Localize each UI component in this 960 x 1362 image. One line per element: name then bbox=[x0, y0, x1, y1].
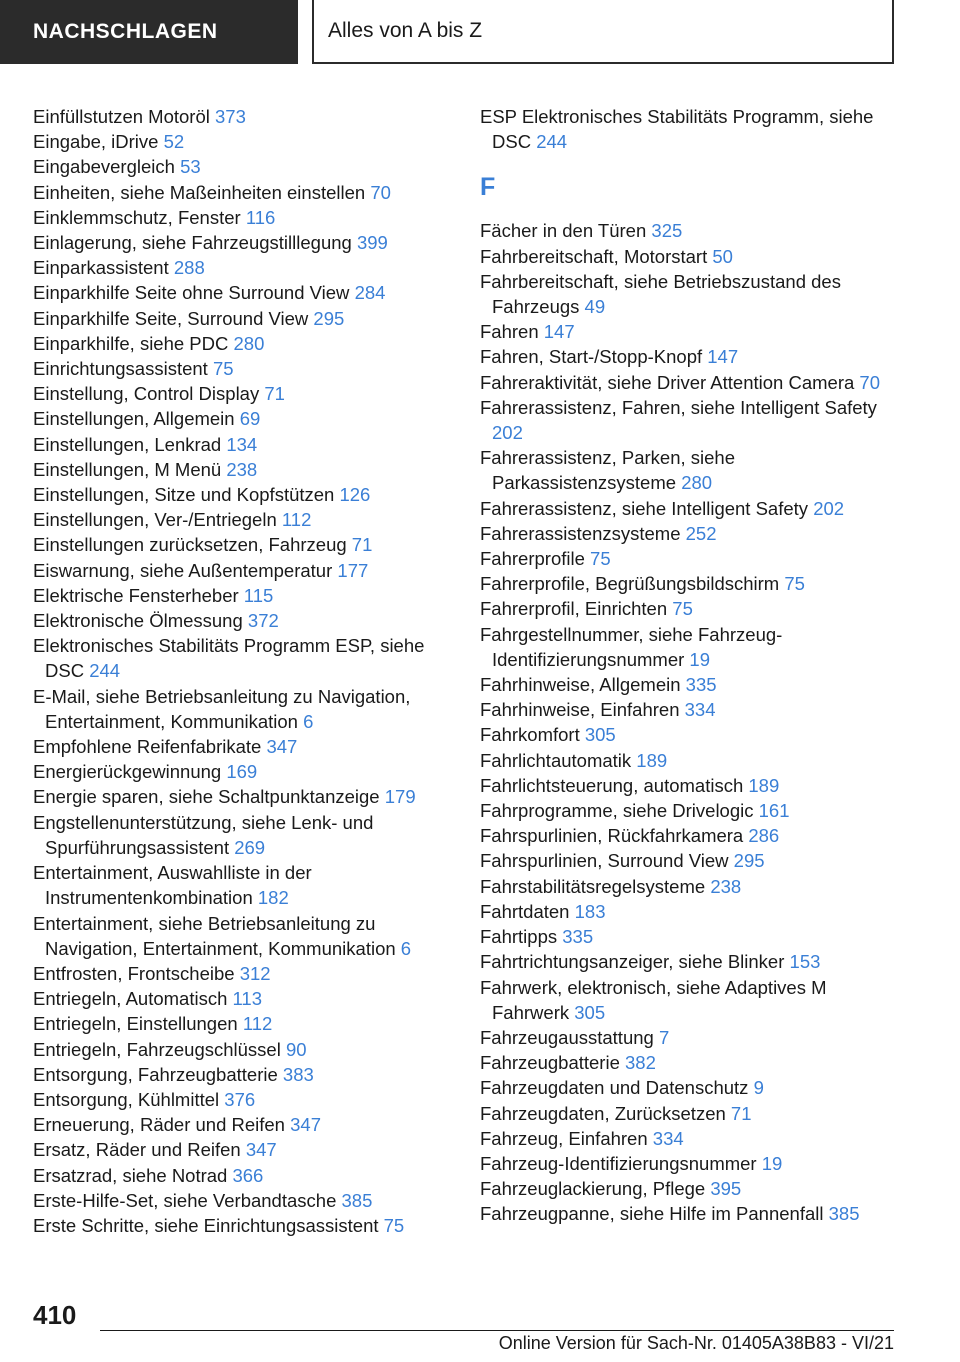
index-entry bbox=[33, 230, 453, 255]
index-entry bbox=[480, 773, 900, 798]
entry-page-link[interactable]: 376 bbox=[224, 1088, 256, 1110]
index-entry bbox=[480, 521, 900, 546]
index-entry bbox=[480, 975, 900, 1025]
entry-page-link[interactable]: 182 bbox=[257, 887, 289, 909]
entry-text: Einklemmschutz, Fenster bbox=[33, 206, 241, 228]
index-entry bbox=[480, 546, 900, 571]
entry-text: Fahrtipps bbox=[480, 926, 558, 948]
entry-text: Fahrerassistenz, Parken, siehe Parkassistenzsysteme bbox=[480, 447, 736, 494]
entry-page-link[interactable]: 347 bbox=[266, 736, 298, 758]
entry-page-link[interactable]: 19 bbox=[761, 1152, 783, 1174]
entry-text: Fahrzeug-Identifizierungsnummer bbox=[480, 1152, 757, 1174]
entry-text: Entriegeln, Einstellungen bbox=[33, 1013, 238, 1035]
entry-text: Einstellungen zurücksetzen, Fahrzeug bbox=[33, 534, 347, 556]
index-entry bbox=[33, 255, 453, 280]
index-entry bbox=[480, 1176, 900, 1201]
entry-text: Fahrzeugausstattung bbox=[480, 1026, 654, 1048]
entry-text: Entriegeln, Fahrzeugschlüssel bbox=[33, 1038, 281, 1060]
index-entry bbox=[33, 381, 453, 406]
entry-page-link[interactable]: 70 bbox=[370, 181, 391, 203]
index-entry bbox=[480, 571, 900, 596]
entry-page-link[interactable]: 325 bbox=[651, 220, 683, 242]
index-entry bbox=[480, 823, 900, 848]
entry-page-link[interactable]: 238 bbox=[226, 458, 258, 480]
entry-text: Eingabevergleich bbox=[33, 156, 175, 178]
index-entry bbox=[480, 622, 900, 672]
entry-text: Einlagerung, siehe Fahrzeugstilllegung bbox=[33, 232, 352, 254]
entry-text: Fahrgestellnummer, siehe Fahrzeug-Identifizierungsnummer bbox=[480, 623, 783, 670]
entry-text: Fahrspurlinien, Rückfahrkamera bbox=[480, 825, 744, 847]
entry-page-link[interactable]: 335 bbox=[685, 674, 717, 696]
index-entry bbox=[480, 924, 900, 949]
index-entry bbox=[480, 672, 900, 697]
entry-page-link[interactable]: 189 bbox=[748, 774, 780, 796]
entry-page-link[interactable]: 134 bbox=[226, 433, 258, 455]
entry-page-link[interactable]: 70 bbox=[859, 371, 880, 393]
entry-text: Fahrzeugdaten und Datenschutz bbox=[480, 1077, 749, 1099]
index-entry bbox=[480, 722, 900, 747]
entry-page-link[interactable]: 284 bbox=[354, 282, 386, 304]
index-entry bbox=[33, 759, 453, 784]
entry-text: Entertainment, siehe Betriebsanleitung zu Navigation, Entertainment, Kommunikation bbox=[33, 912, 396, 959]
entry-page-link[interactable]: 335 bbox=[562, 926, 594, 948]
entry-page-link[interactable]: 75 bbox=[784, 573, 805, 595]
entry-text: Fahrbereitschaft, siehe Betriebszustand des Fahrzeugs bbox=[480, 270, 841, 318]
index-entry bbox=[33, 1163, 453, 1188]
entry-page-link[interactable]: 49 bbox=[584, 296, 606, 318]
entry-text: Einheiten, siehe Maßeinheiten einstellen bbox=[33, 181, 366, 203]
entry-text: Fahrtrichtungsanzeiger, siehe Blinker bbox=[480, 951, 785, 973]
entry-page-link[interactable]: 295 bbox=[733, 850, 765, 872]
index-entry bbox=[33, 1112, 453, 1137]
entry-page-link[interactable]: 366 bbox=[232, 1164, 264, 1186]
index-entry bbox=[480, 1075, 900, 1100]
index-entry bbox=[33, 810, 453, 860]
index-entry bbox=[480, 344, 900, 369]
entry-text: Entsorgung, Kühlmittel bbox=[33, 1088, 220, 1110]
entry-text: Elektronische Ölmessung bbox=[33, 610, 243, 632]
entry-page-link[interactable]: 179 bbox=[384, 786, 416, 808]
index-entry bbox=[33, 558, 453, 583]
entry-page-link[interactable]: 334 bbox=[652, 1127, 684, 1149]
index-entry bbox=[33, 532, 453, 557]
entry-page-link[interactable]: 75 bbox=[383, 1214, 405, 1236]
entry-page-link[interactable]: 305 bbox=[584, 724, 616, 746]
entry-text: Elektronisches Stabilitäts Programm ESP, siehe DSC bbox=[33, 635, 425, 682]
entry-page-link[interactable]: 116 bbox=[245, 206, 276, 228]
entry-text: Fahrerprofile bbox=[480, 548, 585, 570]
entry-text: Entriegeln, Automatisch bbox=[33, 988, 228, 1010]
entry-page-link[interactable]: 6 bbox=[400, 937, 412, 959]
index-entry bbox=[33, 154, 453, 179]
index-entry bbox=[480, 1050, 900, 1075]
entry-text: Fahrzeug, Einfahren bbox=[480, 1127, 648, 1149]
entry-page-link[interactable]: 113 bbox=[232, 988, 262, 1010]
entry-page-link[interactable]: 347 bbox=[290, 1114, 321, 1136]
index-entry bbox=[33, 1188, 453, 1213]
entry-page-link[interactable]: 202 bbox=[813, 497, 845, 519]
entry-text: Fahrtdaten bbox=[480, 900, 570, 922]
index-entry bbox=[480, 1201, 900, 1226]
entry-text: Ersatz, Räder und Reifen bbox=[33, 1139, 241, 1161]
entry-page-link[interactable]: 280 bbox=[233, 332, 265, 354]
entry-page-link[interactable]: 385 bbox=[828, 1203, 860, 1225]
entry-page-link[interactable]: 288 bbox=[173, 257, 205, 279]
index-entry bbox=[480, 697, 900, 722]
entry-text: Eingabe, iDrive bbox=[33, 131, 159, 153]
entry-page-link[interactable]: 295 bbox=[313, 307, 345, 329]
entry-page-link[interactable]: 177 bbox=[337, 559, 369, 581]
index-entry bbox=[33, 356, 453, 381]
index-entry bbox=[480, 496, 900, 521]
index-entry bbox=[480, 899, 900, 924]
entry-page-link[interactable]: 202 bbox=[492, 422, 523, 444]
entry-text: Fahrlichtsteuerung, automatisch bbox=[480, 774, 744, 796]
entry-page-link[interactable]: 347 bbox=[245, 1139, 277, 1161]
entry-text: Fahrlichtautomatik bbox=[480, 749, 632, 771]
entry-text: Einstellungen, M Menü bbox=[33, 458, 222, 480]
entry-text: Einrichtungsassistent bbox=[33, 358, 208, 380]
entry-page-link[interactable]: 75 bbox=[672, 598, 693, 620]
index-entry bbox=[480, 748, 900, 773]
entry-page-link[interactable]: 147 bbox=[707, 346, 739, 368]
entry-text: Fahrprogramme, siehe Drivelogic bbox=[480, 800, 754, 822]
entry-text: E-Mail, siehe Betriebsanleitung zu Navigation, Entertainment, Kommunikation bbox=[33, 685, 411, 732]
entry-page-link[interactable]: 238 bbox=[710, 875, 742, 897]
index-entry bbox=[33, 1011, 453, 1036]
index-entry bbox=[480, 1126, 900, 1151]
entry-text: Fahrwerk, elektronisch, siehe Adaptives M Fahrwerk bbox=[480, 976, 827, 1023]
entry-text: Einfüllstutzen Motoröl bbox=[33, 106, 210, 127]
entry-page-link[interactable]: 147 bbox=[543, 321, 575, 343]
index-entry bbox=[33, 1213, 453, 1238]
entry-page-link[interactable]: 183 bbox=[574, 900, 606, 922]
entry-text: Entertainment, Auswahlliste in der Instrumentenkombination bbox=[33, 862, 312, 909]
index-entry bbox=[33, 961, 453, 986]
entry-page-link[interactable]: 189 bbox=[636, 749, 668, 771]
entry-page-link[interactable]: 305 bbox=[574, 1001, 606, 1023]
section-title: NACHSCHLAGEN bbox=[33, 20, 218, 43]
chapter-title: Alles von A bis Z bbox=[328, 19, 483, 42]
index-entry bbox=[480, 596, 900, 621]
entry-page-link[interactable]: 383 bbox=[282, 1063, 314, 1085]
index-entry bbox=[33, 432, 453, 457]
chapter-header bbox=[312, 0, 894, 64]
index-entry bbox=[33, 457, 453, 482]
entry-page-link[interactable]: 75 bbox=[590, 548, 611, 570]
entry-text: Empfohlene Reifenfabrikate bbox=[33, 736, 262, 758]
entry-page-link[interactable]: 286 bbox=[748, 825, 780, 847]
entry-text: Fahreraktivität, siehe Driver Attention Camera bbox=[480, 371, 855, 393]
entry-text: Erneuerung, Räder und Reifen bbox=[33, 1114, 285, 1136]
entry-text: Fahrkomfort bbox=[480, 724, 580, 746]
entry-page-link[interactable]: 161 bbox=[758, 800, 790, 822]
index-entry bbox=[33, 911, 453, 961]
index-entry bbox=[33, 482, 453, 507]
entry-text: Fahrstabilitätsregelsysteme bbox=[480, 875, 706, 897]
index-entry bbox=[33, 306, 453, 331]
index-entry bbox=[33, 406, 453, 431]
entry-text: Fahrzeugpanne, siehe Hilfe im Pannenfall bbox=[480, 1203, 824, 1225]
entry-text: Fahrhinweise, Einfahren bbox=[480, 699, 680, 721]
index-column-right bbox=[480, 104, 900, 1227]
entry-text: Fahrzeugdaten, Zurücksetzen bbox=[480, 1102, 726, 1124]
entry-page-link[interactable]: 395 bbox=[710, 1178, 742, 1200]
index-entry bbox=[480, 218, 900, 243]
entry-page-link[interactable]: 280 bbox=[681, 472, 713, 494]
footer-version: Online Version für Sach-Nr. 01405A38B83 - VI/21 bbox=[498, 1333, 894, 1353]
index-entry bbox=[480, 395, 900, 445]
entry-text: Fahrerassistenzsysteme bbox=[480, 522, 681, 544]
entry-page-link[interactable]: 153 bbox=[789, 951, 821, 973]
entry-page-link[interactable]: 71 bbox=[730, 1102, 752, 1124]
entry-text: Engstellenunterstützung, siehe Lenk- und Spurführungsassistent bbox=[33, 811, 374, 858]
index-entry bbox=[33, 633, 453, 683]
index-entry bbox=[33, 180, 453, 205]
index-entry bbox=[33, 784, 453, 809]
index-entry bbox=[480, 1151, 900, 1176]
entry-text: Fahrerprofil, Einrichten bbox=[480, 598, 668, 620]
entry-text: Erste Schritte, siehe Einrichtungsassistent bbox=[33, 1214, 379, 1236]
entry-page-link[interactable]: 115 bbox=[243, 584, 274, 606]
index-entry bbox=[480, 949, 900, 974]
index-entry bbox=[33, 1087, 453, 1112]
entry-page-link[interactable]: 252 bbox=[685, 522, 717, 544]
index-entry bbox=[480, 319, 900, 344]
entry-text: Energie sparen, siehe Schaltpunktanzeige bbox=[33, 786, 380, 808]
entry-text: Fahren bbox=[480, 321, 539, 343]
entry-page-link[interactable]: 9 bbox=[753, 1077, 764, 1099]
index-entry bbox=[480, 1025, 900, 1050]
entry-text: Fahrspurlinien, Surround View bbox=[480, 850, 729, 872]
entry-text: Einstellungen, Ver-/Entriegeln bbox=[33, 509, 277, 531]
index-entry bbox=[480, 104, 900, 154]
footer-divider bbox=[100, 1330, 894, 1331]
index-entry bbox=[480, 269, 900, 319]
entry-text: Einstellungen, Sitze und Kopfstützen bbox=[33, 484, 335, 506]
entry-page-link[interactable]: 269 bbox=[234, 836, 266, 858]
index-column-left bbox=[33, 104, 453, 1238]
entry-page-link[interactable]: 312 bbox=[239, 962, 271, 984]
entry-text: Energierückgewinnung bbox=[33, 761, 222, 783]
index-entry bbox=[480, 244, 900, 269]
entry-text: Fahren, Start-/Stopp-Knopf bbox=[480, 346, 703, 368]
entry-page-link[interactable]: 169 bbox=[226, 761, 258, 783]
entry-text: Einstellungen, Lenkrad bbox=[33, 433, 222, 455]
entry-page-link[interactable]: 372 bbox=[247, 610, 279, 632]
entry-text: Einstellungen, Allgemein bbox=[33, 408, 235, 430]
entry-text: Fahrerassistenz, Fahren, siehe Intelligent Safety bbox=[480, 396, 877, 418]
entry-page-link[interactable]: 399 bbox=[356, 232, 388, 254]
index-entry bbox=[33, 734, 453, 759]
index-entry bbox=[33, 1062, 453, 1087]
entry-page-link[interactable]: 71 bbox=[264, 383, 285, 405]
entry-page-link[interactable]: 385 bbox=[341, 1189, 373, 1211]
index-entry bbox=[33, 583, 453, 608]
entry-page-link[interactable]: 382 bbox=[625, 1052, 656, 1074]
entry-text: Entsorgung, Fahrzeugbatterie bbox=[33, 1063, 278, 1085]
index-entry bbox=[480, 874, 900, 899]
index-entry bbox=[33, 507, 453, 532]
entry-page-link[interactable]: 75 bbox=[212, 358, 234, 380]
entry-page-link[interactable]: 6 bbox=[303, 710, 314, 732]
entry-page-link[interactable]: 126 bbox=[339, 484, 371, 506]
entry-page-link[interactable]: 53 bbox=[180, 156, 201, 178]
index-entry bbox=[33, 1037, 453, 1062]
index-entry bbox=[480, 848, 900, 873]
entry-page-link[interactable]: 90 bbox=[285, 1038, 307, 1060]
entry-page-link[interactable]: 373 bbox=[215, 106, 246, 127]
entry-page-link[interactable]: 244 bbox=[89, 660, 121, 682]
entry-page-link[interactable]: 50 bbox=[712, 245, 733, 267]
entry-text: Eiswarnung, siehe Außentemperatur bbox=[33, 559, 333, 581]
entry-page-link[interactable]: 334 bbox=[684, 699, 716, 721]
entry-text: Einparkhilfe Seite, Surround View bbox=[33, 307, 309, 329]
entry-text: Fahrhinweise, Allgemein bbox=[480, 674, 681, 696]
entry-text: Einstellung, Control Display bbox=[33, 383, 260, 405]
entry-page-link[interactable]: 71 bbox=[351, 534, 373, 556]
page-number: 410 bbox=[33, 1300, 77, 1330]
entry-page-link[interactable]: 52 bbox=[163, 131, 185, 153]
entry-text: Entfrosten, Frontscheibe bbox=[33, 962, 235, 984]
index-entry bbox=[33, 1137, 453, 1162]
entry-page-link[interactable]: 244 bbox=[536, 131, 568, 153]
index-entry bbox=[33, 986, 453, 1011]
index-entry bbox=[33, 860, 453, 910]
entry-text: Fahrerprofile, Begrüßungsbildschirm bbox=[480, 573, 780, 595]
entry-text: Fahrzeuglackierung, Pflege bbox=[480, 1178, 706, 1200]
index-entry bbox=[480, 445, 900, 495]
index-entry bbox=[33, 684, 453, 734]
entry-text: Fahrzeugbatterie bbox=[480, 1052, 620, 1074]
index-entry bbox=[33, 608, 453, 633]
entry-text: Elektrische Fensterheber bbox=[33, 584, 239, 606]
entry-text: Einparkassistent bbox=[33, 257, 169, 279]
index-entry bbox=[33, 104, 453, 129]
index-entry bbox=[33, 331, 453, 356]
section-letter: F bbox=[480, 173, 496, 202]
entry-text: Fächer in den Türen bbox=[480, 220, 647, 242]
entry-page-link[interactable]: 112 bbox=[242, 1013, 273, 1035]
entry-text: Fahrerassistenz, siehe Intelligent Safety bbox=[480, 497, 809, 519]
index-entry bbox=[33, 205, 453, 230]
entry-text: Ersatzrad, siehe Notrad bbox=[33, 1164, 228, 1186]
entry-page-link[interactable]: 19 bbox=[689, 648, 710, 670]
entry-text: Fahrbereitschaft, Motorstart bbox=[480, 245, 708, 267]
index-entry bbox=[33, 280, 453, 305]
entry-page-link[interactable]: 7 bbox=[658, 1026, 670, 1048]
section-tab bbox=[0, 0, 298, 64]
entry-page-link[interactable]: 112 bbox=[281, 509, 312, 531]
index-entry bbox=[33, 129, 453, 154]
index-entry bbox=[480, 798, 900, 823]
entry-text: Einparkhilfe Seite ohne Surround View bbox=[33, 282, 350, 304]
entry-text: ESP Elektronisches Stabilitäts Programm, siehe DSC bbox=[480, 106, 874, 153]
index-entry bbox=[480, 1101, 900, 1126]
entry-text: Erste-Hilfe-Set, siehe Verbandtasche bbox=[33, 1189, 337, 1211]
entry-page-link[interactable]: 69 bbox=[239, 408, 261, 430]
index-entry bbox=[480, 370, 900, 395]
entry-text: Einparkhilfe, siehe PDC bbox=[33, 332, 229, 354]
